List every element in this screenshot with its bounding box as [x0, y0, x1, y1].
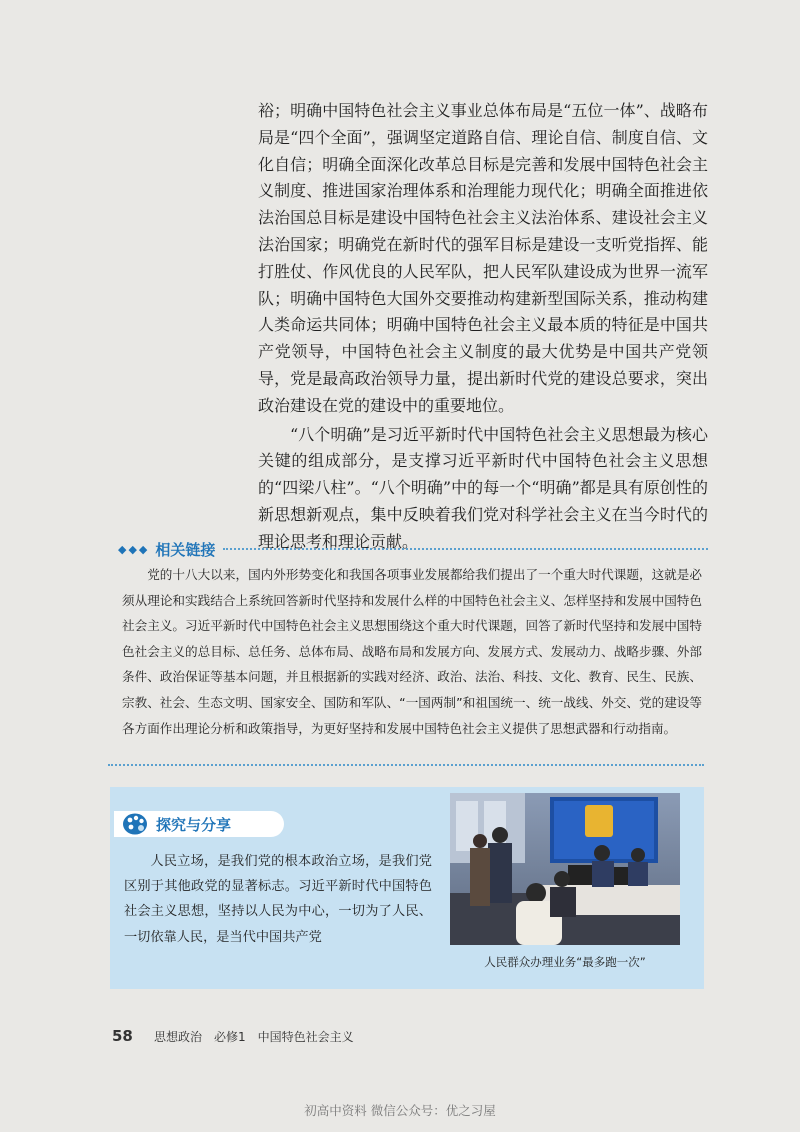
service-hall-photo: [450, 793, 680, 945]
body-text: [258, 98, 708, 556]
page-number: 58: [112, 1027, 133, 1045]
book-info: 思想政治 必修1 中国特色社会主义: [154, 1030, 354, 1044]
photo-caption: 人民群众办理业务“最多跑一次”: [484, 955, 646, 969]
body-paragraph-2: “八个明确”是习近平新时代中国特色社会主义思想最为核心关键的组成部分，是支撑习近平新时代中国特色社会主义思想的“四梁八柱”。“八个明确”中的每一个“明确”都是具有原创性的新思想新观点，集中反映着我们党对科学社会主义在当今时代的理论思考和理论贡献。: [258, 424, 708, 551]
watermark: 初高中资料 微信公众号：优之习屋: [304, 1103, 496, 1118]
body-paragraph-1: 裕；明确中国特色社会主义事业总体布局是“五位一体”、战略布局是“四个全面”，强调坚定道路自信、理论自信、制度自信、文化自信；明确全面深化改革总目标是完善和发展中国特色社会主义制度、推进国家治理体系和治理能力现代化；明确全面推进依法治国总目标是建设中国特色社会主义法治体系、建设社会主义法治国家；明确党在新时代的强军目标是建设一支听党指挥、能打胜仗、作风优良的人民军队，把人民军队建设成为世界一流军队；明确中国特色大国外交要推动构建新型国际关系，推动构建人类命运共同体；明确中国特色社会主义最本质的特征是中国共产党领导，中国特色社会主义制度的最大优势是中国共产党领导，党是最高政治领导力量，提出新时代党的建设总要求，突出政治建设在党的建设中的重要地位。: [258, 101, 708, 415]
dotted-divider-bottom: [108, 764, 704, 766]
related-links-header: [118, 538, 708, 560]
diamond-bullets-icon: ◆◆◆: [118, 542, 150, 556]
related-links-body: 党的十八大以来，国内外形势变化和我国各项事业发展都给我们提出了一个重大时代课题，这就是必须从理论和实践结合上系统回答新时代坚持和发展什么样的中国特色社会主义、怎样坚持和发展中国特色社会主义。习近平新时代中国特色社会主义思想围绕这个重大时代课题，回答了新时代坚持和发展中国特色社会主义的总目标、总任务、总体布局、战略布局和发展方向、发展方式、发展动力、战略步骤、外部条件、政治保证等基本问题，并且根据新的实践对经济、政治、法治、科技、文化、教育、民生、民族、宗教、社会、生态文明、国家安全、国防和军队、“一国两制”和祖国统一、统一战线、外交、党的建设等各方面作出理论分析和政策指导，为更好坚持和发展中国特色社会主义提供了思想武器和行动指南。: [122, 567, 702, 736]
explore-share-tab: [114, 811, 284, 837]
explore-share-title: 探究与分享: [156, 815, 232, 834]
related-links-title: 相关链接: [155, 540, 216, 559]
palette-icon: [122, 812, 150, 836]
page-footer: [112, 1027, 354, 1045]
dotted-divider: [223, 548, 708, 550]
explore-share-text: 人民立场，是我们党的根本政治立场，是我们党区别于其他政党的显著标志。习近平新时代中国特色社会主义思想，坚持以人民为中心，一切为了人民、一切依靠人民，是当代中国共产党: [124, 854, 432, 945]
